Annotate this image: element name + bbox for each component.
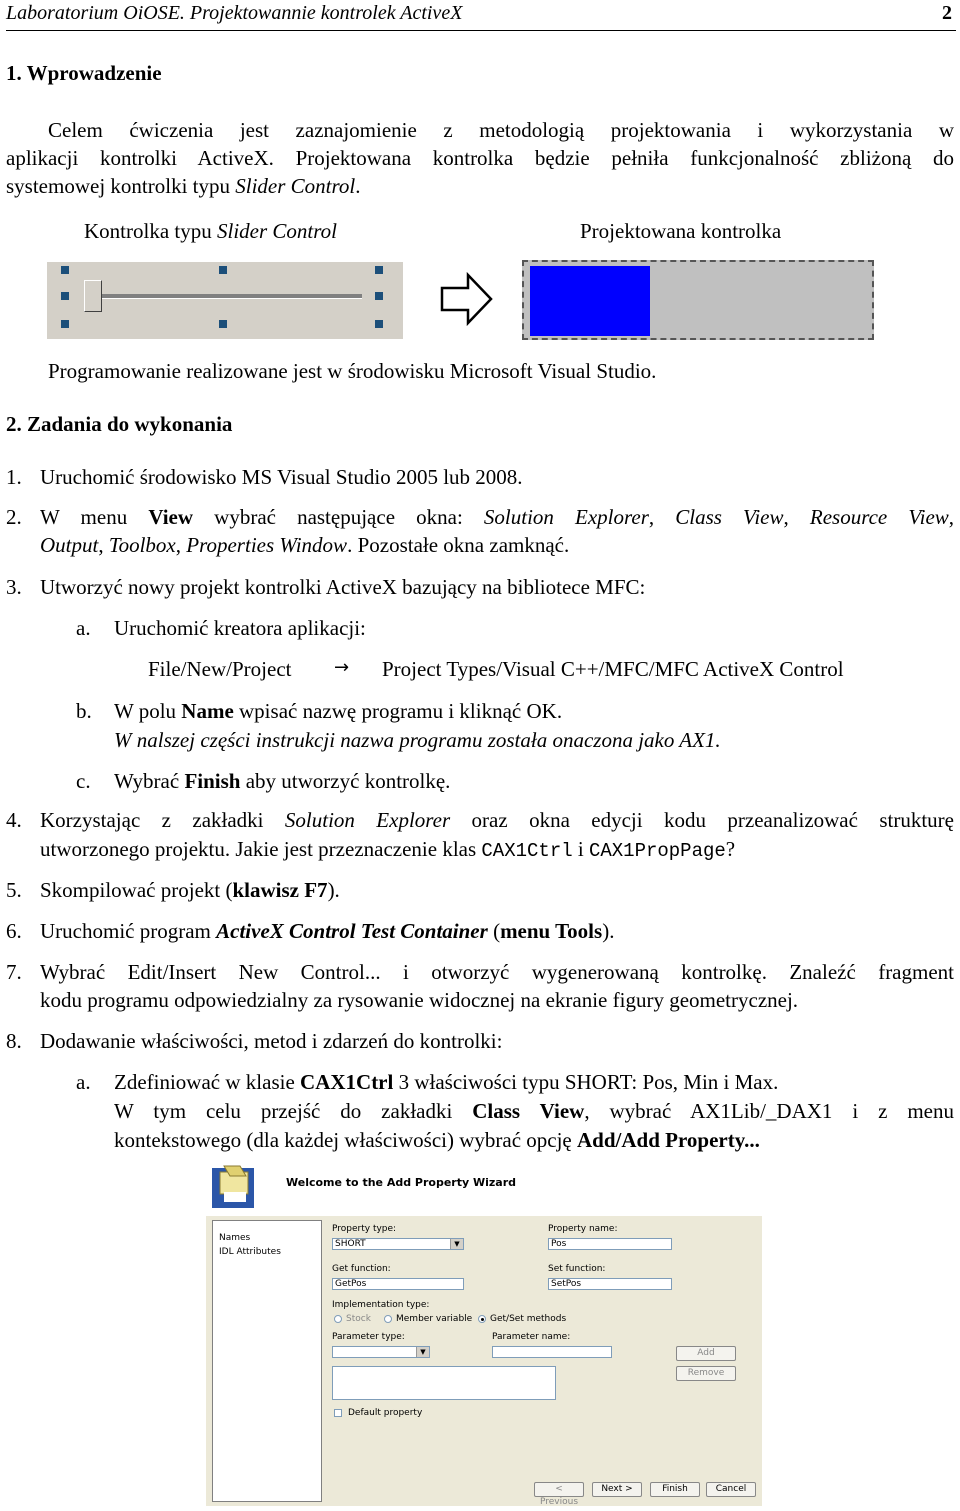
task-4-line-2: utworzonego projektu. Jakie jest przeznaczenie klas CAX1Ctrl i CAX1PropPage? [40,837,736,862]
task-1: Uruchomić środowisko MS Visual Studio 2005 lub 2008. [40,465,523,489]
previous-button[interactable]: < Previous [534,1482,584,1497]
task-8a-line-2: W tym celu przejść do zakładki Class View, wybrać AX1Lib/_DAX1 i z menu [114,1099,954,1123]
property-name-label: Property name: [548,1224,618,1234]
cancel-button[interactable]: Cancel [706,1482,756,1497]
list-number: 3. [6,575,22,599]
caption-slider: Kontrolka typu Slider Control [84,219,337,243]
radio-get-set-methods[interactable] [478,1315,486,1323]
default-property-checkbox[interactable] [334,1409,342,1417]
task-2-line-2: Output, Toolbox, Properties Window. Pozostałe okna zamknąć. [40,533,570,557]
remove-button[interactable]: Remove [676,1366,736,1381]
radio-stock-label: Stock [346,1314,371,1324]
task-3b: W polu Name wpisać nazwę programu i kliknąć OK. [114,699,563,723]
selection-handle [375,320,383,328]
list-number: b. [76,699,92,723]
property-type-select[interactable]: SHORT ▼ [332,1238,464,1250]
selection-handle [219,266,227,274]
projected-control-figure [522,260,874,340]
set-function-input[interactable]: SetPos [548,1278,672,1290]
list-number: 8. [6,1029,22,1053]
caption-projected: Projektowana kontrolka [580,219,782,243]
task-7-line-2: kodu programu odpowiedzialny za rysowanie widocznej na ekranie figury geometrycznej. [40,988,799,1012]
task-3c: Wybrać Finish aby utworzyć kontrolkę. [114,769,451,793]
selection-handle [61,292,69,300]
task-7-line-1: Wybrać Edit/Insert New Control... i otworzyć wygenerowaną kontrolkę. Znaleźć fragment [40,960,954,984]
task-5: Skompilować projekt (klawisz F7). [40,878,340,902]
intro-paragraph-2: Programowanie realizowane jest w środowisku Microsoft Visual Studio. [48,359,657,383]
selection-handle [375,292,383,300]
chevron-down-icon: ▼ [450,1239,463,1249]
radio-get-set-methods-label: Get/Set methods [490,1314,567,1324]
list-number: c. [76,769,91,793]
header-title: Laboratorium OiOSE. Projektowannie kontrolek ActiveX [6,2,463,24]
selection-handle [61,266,69,274]
page-header [6,0,956,31]
projected-control-fill [530,266,650,336]
task-8a-line-3: kontekstowego (dla każdej właściwości) wybrać opcję Add/Add Property... [114,1128,760,1152]
right-arrow-icon [440,272,494,326]
selection-handle [375,266,383,274]
parameter-name-input[interactable] [492,1346,612,1358]
default-property-label: Default property [348,1408,423,1418]
property-type-label: Property type: [332,1224,397,1234]
radio-member-variable-label: Member variable [396,1314,473,1324]
wizard-nav [212,1220,322,1502]
list-number: a. [76,1070,91,1094]
selection-handle [61,320,69,328]
task-4-line-1: Korzystając z zakładki Solution Explorer oraz okna edycji kodu przeanalizować strukturę [40,808,954,832]
implementation-type-label: Implementation type: [332,1300,430,1310]
next-button[interactable]: Next > [592,1482,642,1497]
nav-item-names[interactable]: Names [219,1233,251,1243]
radio-member-variable[interactable] [384,1315,392,1323]
task-3: Utworzyć nowy projekt kontrolki ActiveX bazujący na bibliotece MFC: [40,575,646,599]
task-2-line-1: W menu View wybrać następujące okna: Solution Explorer, Class View, Resource View, [40,505,955,529]
wizard-header [206,1162,762,1214]
list-number: 1. [6,465,22,489]
get-function-input[interactable]: GetPos [332,1278,464,1290]
parameter-type-select[interactable] [332,1346,430,1358]
list-number: a. [76,616,91,640]
add-property-wizard [206,1216,762,1506]
task-3a: Uruchomić kreatora aplikacji: [114,616,366,640]
section-heading: 2. Zadania do wykonania [6,412,233,436]
list-number: 4. [6,808,22,832]
set-function-label: Set function: [548,1264,606,1274]
parameter-list[interactable] [332,1366,556,1400]
intro-line-1: Celem ćwiczenia jest zaznajomienie z metodologią projektowania i wykorzystania w [48,118,954,142]
intro-line-3: systemowej kontrolki typu Slider Control. [6,174,361,198]
add-button[interactable]: Add [676,1346,736,1361]
chevron-down-icon: ▼ [416,1347,429,1357]
parameter-name-label: Parameter name: [492,1332,571,1342]
section-heading: 1. Wprowadzenie [6,61,162,85]
selection-handle [219,320,227,328]
task-3b-note: W nalszej części instrukcji nazwa programu została onaczona jako AX1. [114,728,721,752]
nav-item-idl-attributes[interactable]: IDL Attributes [219,1247,281,1257]
slider-thumb [84,280,102,312]
wizard-icon [210,1162,258,1210]
list-number: 6. [6,919,22,943]
property-name-input[interactable]: Pos [548,1238,672,1250]
intro-line-2: aplikacji kontrolki ActiveX. Projektowana kontrolka będzie pełniła funkcjonalność zbliżoną do [6,146,954,170]
get-function-label: Get function: [332,1264,391,1274]
list-number: 2. [6,505,22,529]
menu-path-right: Project Types/Visual C++/MFC/MFC ActiveX Control [382,657,844,681]
task-8: Dodawanie właściwości, metod i zdarzeń do kontrolki: [40,1029,503,1053]
finish-button[interactable]: Finish [650,1482,700,1497]
task-8a-line-1: Zdefiniować w klasie CAX1Ctrl 3 właściwości typu SHORT: Pos, Min i Max. [114,1070,779,1094]
task-6: Uruchomić program ActiveX Control Test Container (menu Tools). [40,919,615,943]
parameter-type-label: Parameter type: [332,1332,405,1342]
list-number: 7. [6,960,22,984]
page-number: 2 [942,2,952,24]
wizard-title: Welcome to the Add Property Wizard [286,1176,517,1189]
slider-track [84,294,362,299]
arrow-icon: → [334,657,350,678]
menu-path-left: File/New/Project [148,657,292,681]
list-number: 5. [6,878,22,902]
radio-stock[interactable] [334,1315,342,1323]
